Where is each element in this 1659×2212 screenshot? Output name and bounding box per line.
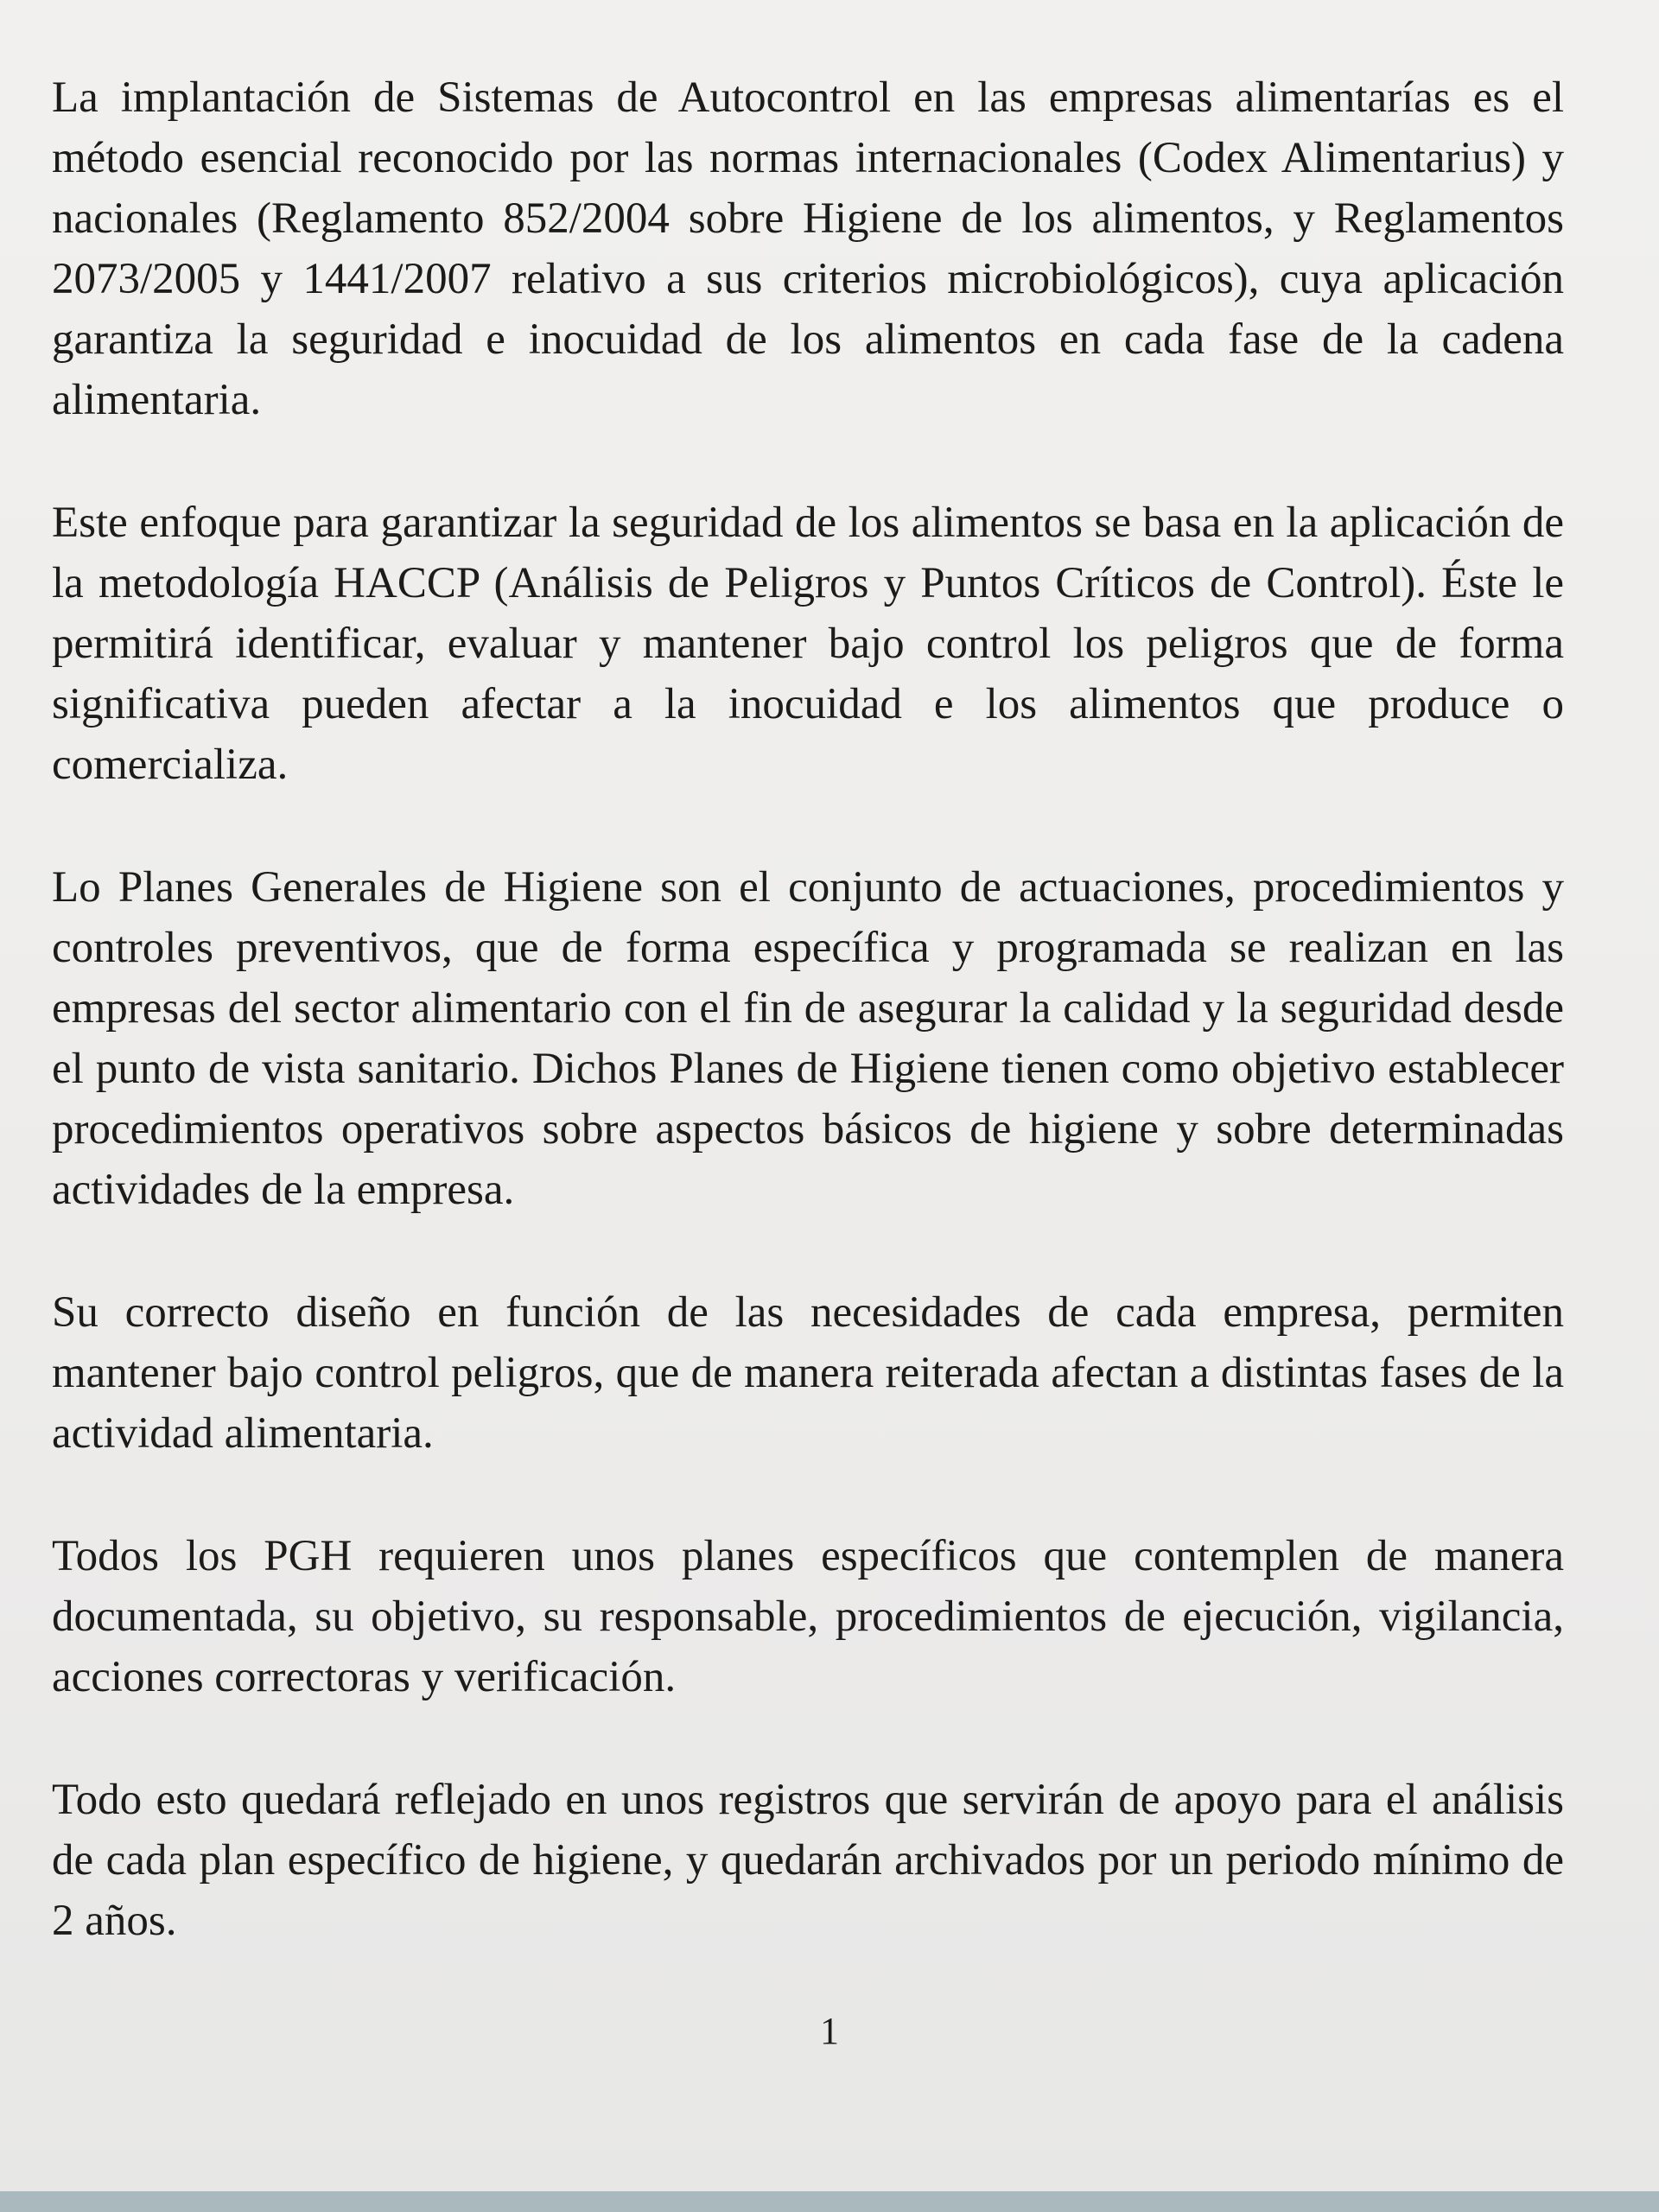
paragraph-haccp: Este enfoque para garantizar la seguridad de los alimentos se basa en la aplicación de la metodología HACCP (Análisis de Peligros y Puntos Críticos de Control). Éste le permitirá identificar, evaluar y mantener bajo control los peligros que de forma significativa pueden afectar a la inocuidad e los alimentos que produce o comercializa. (52, 499, 1564, 789)
page-number: 1 (820, 2010, 839, 2052)
paragraph-correcto-diseno: Su correcto diseño en función de las necesidades de cada empresa, permiten mantener bajo control peligros, que de manera reiterada afectan a distintas fases de la actividad alimentaria. (52, 1288, 1564, 1458)
paragraph-registros: Todo esto quedará reflejado en unos registros que servirán de apoyo para el análisis de cada plan específico de higiene, y quedarán archivados por un periodo mínimo de 2 años. (52, 1776, 1564, 1945)
paragraph-planes-generales: Lo Planes Generales de Higiene son el conjunto de actuaciones, procedimientos y controles preventivos, que de forma específica y programada se realizan en las empresas del sector alimentario con el fin de asegurar la calidad y la seguridad desde el punto de vista sanitario. Dichos Planes de Higiene tienen como objetivo establecer procedimientos operativos sobre aspectos básicos de higiene y sobre determinadas actividades de la empresa. (52, 863, 1564, 1214)
paragraph-pgh-requieren: Todos los PGH requieren unos planes específicos que contemplen de manera documentada, su objetivo, su responsable, procedimientos de ejecución, vigilancia, acciones correctoras y verificación. (52, 1532, 1564, 1701)
document-body (52, 67, 1564, 2013)
paragraph-autocontrol: La implantación de Sistemas de Autocontrol en las empresas alimentarías es el método esencial reconocido por las normas internacionales (Codex Alimentarius) y nacionales (Reglamento 852/2004 sobre Higiene de los alimentos, y Reglamentos 2073/2005 y 1441/2007 relativo a sus criterios microbiológicos), cuya aplicación garantiza la seguridad e inocuidad de los alimentos en cada fase de la cadena alimentaria. (52, 73, 1564, 424)
background-surface (0, 2191, 1659, 2212)
